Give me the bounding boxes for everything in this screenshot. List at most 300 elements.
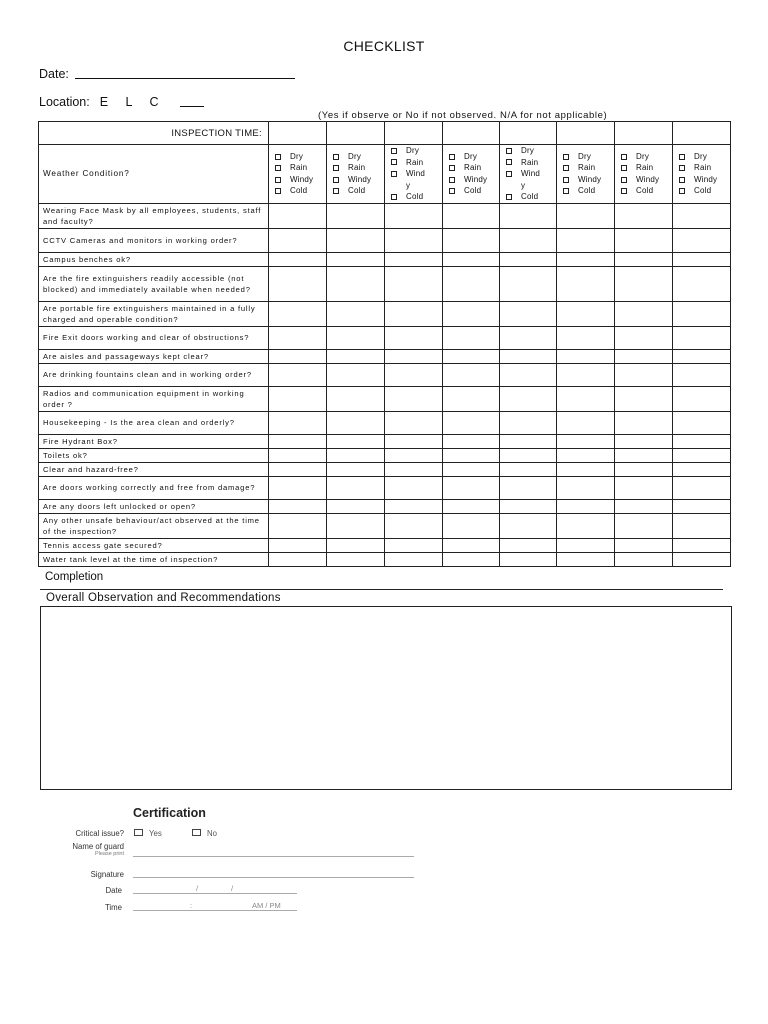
time-label: Time	[104, 903, 122, 912]
answer-cell[interactable]	[673, 538, 731, 552]
weather-checkbox[interactable]	[333, 154, 339, 160]
answer-cell[interactable]	[673, 349, 731, 363]
observations-textarea[interactable]	[40, 606, 732, 790]
answer-cell[interactable]	[443, 434, 500, 448]
answer-cell[interactable]	[443, 349, 500, 363]
question-text: Campus benches ok?	[39, 252, 269, 266]
answer-cell[interactable]	[557, 203, 615, 228]
answer-cell[interactable]	[443, 476, 500, 499]
weather-option	[679, 174, 728, 186]
weather-option-label: Dry	[578, 151, 592, 161]
answer-cell[interactable]	[385, 476, 443, 499]
inspection-time-label: INSPECTION TIME:	[39, 122, 269, 145]
question-text: Fire Hydrant Box?	[39, 434, 269, 448]
weather-option	[506, 191, 554, 203]
weather-option	[333, 151, 382, 163]
answer-cell[interactable]	[385, 326, 443, 349]
weather-checkbox[interactable]	[391, 171, 397, 177]
question-text: Any other unsafe behaviour/act observed at the time of the inspection?	[39, 513, 269, 538]
checklist-row	[39, 203, 731, 228]
answer-cell[interactable]	[327, 499, 385, 513]
answer-cell[interactable]	[385, 411, 443, 434]
answer-cell[interactable]	[673, 326, 731, 349]
answer-cell[interactable]	[385, 252, 443, 266]
answer-cell[interactable]	[615, 349, 673, 363]
date-cert-field[interactable]	[133, 893, 297, 894]
answer-cell[interactable]	[557, 326, 615, 349]
inspection-time-cell[interactable]	[443, 122, 500, 145]
inspection-time-cell[interactable]	[673, 122, 731, 145]
inspection-time-cell[interactable]	[615, 122, 673, 145]
weather-checkbox[interactable]	[563, 177, 569, 183]
weather-checkbox[interactable]	[449, 177, 455, 183]
answer-cell[interactable]	[615, 499, 673, 513]
answer-cell[interactable]	[673, 266, 731, 301]
answer-cell[interactable]	[500, 538, 557, 552]
answer-cell[interactable]	[557, 513, 615, 538]
answer-cell[interactable]	[385, 228, 443, 252]
answer-cell[interactable]	[500, 513, 557, 538]
observations-label: Overall Observation and Recommendations	[46, 592, 281, 604]
answer-cell[interactable]	[269, 386, 327, 411]
weather-checkbox[interactable]	[275, 177, 281, 183]
answer-cell[interactable]	[327, 301, 385, 326]
answer-cell[interactable]	[615, 448, 673, 462]
weather-option-label: Cold	[694, 186, 712, 196]
answer-cell[interactable]	[500, 326, 557, 349]
weather-checkbox[interactable]	[621, 188, 627, 194]
question-text: Are the fire extinguishers readily accessible (not blocked) and immediately available when needed?	[39, 266, 269, 301]
answer-cell[interactable]	[269, 434, 327, 448]
answer-cell[interactable]	[673, 203, 731, 228]
answer-cell[interactable]	[269, 301, 327, 326]
weather-options-cell	[327, 145, 385, 204]
answer-cell[interactable]	[615, 476, 673, 499]
inspection-time-cell[interactable]	[327, 122, 385, 145]
weather-checkbox[interactable]	[333, 188, 339, 194]
answer-cell[interactable]	[443, 228, 500, 252]
weather-checkbox[interactable]	[391, 159, 397, 165]
weather-checkbox[interactable]	[506, 148, 512, 154]
weather-checkbox[interactable]	[679, 165, 685, 171]
answer-cell[interactable]	[500, 386, 557, 411]
answer-cell[interactable]	[327, 434, 385, 448]
answer-cell[interactable]	[327, 552, 385, 566]
checklist-row	[39, 499, 731, 513]
checklist-row	[39, 434, 731, 448]
weather-checkbox[interactable]	[563, 165, 569, 171]
answer-cell[interactable]	[557, 538, 615, 552]
answer-cell[interactable]	[615, 326, 673, 349]
answer-cell[interactable]	[385, 349, 443, 363]
answer-cell[interactable]	[615, 552, 673, 566]
weather-checkbox[interactable]	[391, 194, 397, 200]
answer-cell[interactable]	[443, 513, 500, 538]
answer-cell[interactable]	[673, 476, 731, 499]
weather-checkbox[interactable]	[679, 188, 685, 194]
weather-option	[391, 157, 440, 169]
answer-cell[interactable]	[673, 434, 731, 448]
question-text: Radios and communication equipment in working order ?	[39, 386, 269, 411]
weather-option-label: Windy	[694, 174, 718, 184]
answer-cell[interactable]	[673, 252, 731, 266]
weather-label: Weather Condition?	[39, 145, 269, 204]
answer-cell[interactable]	[269, 499, 327, 513]
answer-cell[interactable]	[385, 266, 443, 301]
answer-cell[interactable]	[269, 349, 327, 363]
weather-option	[679, 151, 728, 163]
answer-cell[interactable]	[443, 203, 500, 228]
date-separator: /	[231, 884, 234, 893]
answer-cell[interactable]	[269, 411, 327, 434]
answer-cell[interactable]	[269, 203, 327, 228]
answer-cell[interactable]	[673, 462, 731, 476]
question-text: Housekeeping - Is the area clean and orderly?	[39, 411, 269, 434]
weather-checkbox[interactable]	[333, 177, 339, 183]
answer-cell[interactable]	[269, 462, 327, 476]
weather-option	[449, 151, 497, 163]
answer-cell[interactable]	[443, 301, 500, 326]
answer-cell[interactable]	[269, 476, 327, 499]
answer-cell[interactable]	[500, 462, 557, 476]
weather-option	[563, 162, 612, 174]
weather-option	[391, 168, 440, 180]
critical-no-label: No	[207, 829, 217, 838]
question-text: Are any doors left unlocked or open?	[39, 499, 269, 513]
weather-option	[275, 185, 324, 197]
question-text: Clear and hazard-free?	[39, 462, 269, 476]
checklist-row	[39, 448, 731, 462]
answer-cell[interactable]	[443, 538, 500, 552]
answer-cell[interactable]	[557, 301, 615, 326]
answer-cell[interactable]	[385, 499, 443, 513]
weather-option	[275, 174, 324, 186]
weather-option-label: Dry	[464, 151, 478, 161]
weather-option-label: Dry	[348, 151, 362, 161]
answer-cell[interactable]	[615, 513, 673, 538]
answer-cell[interactable]	[327, 349, 385, 363]
weather-option	[679, 162, 728, 174]
answer-cell[interactable]	[443, 252, 500, 266]
checklist-row	[39, 326, 731, 349]
weather-checkbox[interactable]	[679, 177, 685, 183]
weather-option-label: Cold	[290, 186, 308, 196]
question-text: Wearing Face Mask by all employees, students, staff and faculty?	[39, 203, 269, 228]
answer-cell[interactable]	[500, 411, 557, 434]
weather-option	[621, 185, 670, 197]
answer-cell[interactable]	[557, 252, 615, 266]
page-title: CHECKLIST	[343, 38, 425, 54]
answer-cell[interactable]	[500, 499, 557, 513]
weather-checkbox[interactable]	[449, 154, 455, 160]
weather-option	[449, 162, 497, 174]
weather-checkbox[interactable]	[275, 154, 281, 160]
question-text: Tennis access gate secured?	[39, 538, 269, 552]
answer-cell[interactable]	[443, 499, 500, 513]
answer-cell[interactable]	[443, 448, 500, 462]
answer-cell[interactable]	[443, 552, 500, 566]
weather-checkbox[interactable]	[506, 194, 512, 200]
am-pm-label: AM / PM	[252, 901, 281, 910]
answer-cell[interactable]	[557, 411, 615, 434]
checklist-row	[39, 513, 731, 538]
critical-no-checkbox[interactable]	[192, 829, 201, 836]
answer-cell[interactable]	[385, 513, 443, 538]
answer-cell[interactable]	[385, 203, 443, 228]
weather-option	[449, 174, 497, 186]
answer-cell[interactable]	[385, 301, 443, 326]
weather-option-label: Rain	[636, 163, 654, 173]
location-row	[39, 95, 166, 109]
weather-option-label: y	[521, 180, 526, 190]
time-separator: :	[190, 901, 193, 910]
weather-checkbox[interactable]	[449, 188, 455, 194]
answer-cell[interactable]	[327, 326, 385, 349]
weather-option-label: Dry	[521, 146, 535, 155]
answer-cell[interactable]	[673, 499, 731, 513]
weather-option-label: Windy	[290, 174, 314, 184]
answer-cell[interactable]	[500, 349, 557, 363]
weather-option	[449, 185, 497, 197]
guard-name-label: Name of guard	[72, 842, 124, 851]
question-text: Fire Exit doors working and clear of obstructions?	[39, 326, 269, 349]
answer-cell[interactable]	[500, 266, 557, 301]
signature-field[interactable]	[133, 877, 414, 878]
answer-cell[interactable]	[557, 476, 615, 499]
guard-name-field[interactable]	[133, 856, 414, 857]
answer-cell[interactable]	[385, 363, 443, 386]
weather-option-label: Cold	[406, 192, 424, 201]
weather-option-label: Dry	[290, 151, 304, 161]
certification-title: Certification	[133, 806, 206, 820]
checklist-row	[39, 228, 731, 252]
weather-checkbox[interactable]	[621, 177, 627, 183]
critical-issue-label: Critical issue?	[75, 829, 124, 838]
answer-cell[interactable]	[385, 448, 443, 462]
weather-option-label: Cold	[464, 186, 482, 196]
answer-cell[interactable]	[269, 513, 327, 538]
answer-cell[interactable]	[443, 326, 500, 349]
answer-cell[interactable]	[615, 462, 673, 476]
answer-cell[interactable]	[327, 266, 385, 301]
answer-cell[interactable]	[327, 363, 385, 386]
weather-option-label: Wind	[521, 169, 541, 178]
inspection-time-cell[interactable]	[385, 122, 443, 145]
answer-cell[interactable]	[615, 386, 673, 411]
guard-name-sublabel: Please print	[94, 851, 124, 857]
date-label: Date:	[39, 67, 69, 81]
answer-cell[interactable]	[443, 266, 500, 301]
weather-option-label: Rain	[464, 163, 482, 173]
answer-cell[interactable]	[673, 411, 731, 434]
answer-cell[interactable]	[673, 228, 731, 252]
critical-yes-label: Yes	[149, 829, 162, 838]
weather-option-label: Cold	[578, 186, 596, 196]
completion-field[interactable]	[40, 589, 723, 590]
answer-cell[interactable]	[327, 252, 385, 266]
weather-option-label: Dry	[636, 151, 650, 161]
answer-cell[interactable]	[615, 266, 673, 301]
weather-option	[391, 180, 440, 192]
answer-cell[interactable]	[443, 363, 500, 386]
answer-cell[interactable]	[269, 266, 327, 301]
location-label: Location:	[39, 95, 90, 109]
answer-cell[interactable]	[615, 434, 673, 448]
weather-option	[391, 191, 440, 203]
weather-checkbox[interactable]	[506, 171, 512, 177]
weather-checkbox[interactable]	[621, 165, 627, 171]
weather-option-label: Rain	[290, 163, 308, 173]
answer-cell[interactable]	[269, 252, 327, 266]
answer-cell[interactable]	[269, 363, 327, 386]
weather-option-label: Rain	[521, 157, 539, 167]
weather-checkbox[interactable]	[449, 165, 455, 171]
weather-option	[506, 145, 554, 157]
answer-cell[interactable]	[327, 462, 385, 476]
answer-cell[interactable]	[615, 301, 673, 326]
answer-cell[interactable]	[327, 538, 385, 552]
answer-cell[interactable]	[385, 552, 443, 566]
answer-cell[interactable]	[327, 203, 385, 228]
answer-cell[interactable]	[385, 386, 443, 411]
weather-option	[391, 145, 440, 157]
weather-checkbox[interactable]	[563, 154, 569, 160]
weather-checkbox[interactable]	[333, 165, 339, 171]
weather-option-label: Cold	[521, 192, 539, 201]
answer-cell[interactable]	[557, 386, 615, 411]
weather-option	[333, 162, 382, 174]
answer-cell[interactable]	[673, 363, 731, 386]
weather-option-label: y	[406, 180, 411, 190]
answer-cell[interactable]	[500, 363, 557, 386]
answer-cell[interactable]	[557, 228, 615, 252]
answer-cell[interactable]	[557, 552, 615, 566]
answer-cell[interactable]	[500, 252, 557, 266]
answer-cell[interactable]	[269, 448, 327, 462]
answer-cell[interactable]	[615, 363, 673, 386]
answer-cell[interactable]	[443, 411, 500, 434]
weather-option	[621, 151, 670, 163]
answer-cell[interactable]	[269, 552, 327, 566]
weather-options-cell	[269, 145, 327, 204]
answer-cell[interactable]	[385, 462, 443, 476]
question-text: Are aisles and passageways kept clear?	[39, 349, 269, 363]
weather-options-cell	[557, 145, 615, 204]
answer-cell[interactable]	[557, 499, 615, 513]
checklist-row	[39, 363, 731, 386]
answer-cell[interactable]	[327, 448, 385, 462]
answer-cell[interactable]	[500, 476, 557, 499]
inspection-time-cell[interactable]	[269, 122, 327, 145]
answer-cell[interactable]	[673, 386, 731, 411]
critical-yes-checkbox[interactable]	[134, 829, 143, 836]
question-text: Toilets ok?	[39, 448, 269, 462]
answer-cell[interactable]	[500, 552, 557, 566]
answer-cell[interactable]	[500, 301, 557, 326]
answer-cell[interactable]	[557, 462, 615, 476]
answer-cell[interactable]	[327, 228, 385, 252]
answer-cell[interactable]	[269, 538, 327, 552]
weather-option	[506, 168, 554, 180]
weather-option-label: Windy	[464, 174, 488, 184]
inspection-time-cell[interactable]	[500, 122, 557, 145]
weather-checkbox[interactable]	[391, 148, 397, 154]
weather-checkbox[interactable]	[506, 159, 512, 165]
answer-cell[interactable]	[327, 411, 385, 434]
answer-cell[interactable]	[385, 538, 443, 552]
weather-checkbox[interactable]	[275, 188, 281, 194]
answer-cell[interactable]	[557, 448, 615, 462]
weather-checkbox[interactable]	[563, 188, 569, 194]
checklist-row	[39, 301, 731, 326]
answer-cell[interactable]	[673, 552, 731, 566]
answer-cell[interactable]	[615, 538, 673, 552]
instruction-note: (Yes if observe or No if not observed. N/A for not applicable)	[318, 110, 608, 121]
weather-checkbox[interactable]	[275, 165, 281, 171]
weather-option-label: Windy	[348, 174, 372, 184]
answer-cell[interactable]	[327, 386, 385, 411]
weather-option	[563, 151, 612, 163]
weather-checkbox[interactable]	[679, 154, 685, 160]
answer-cell[interactable]	[443, 462, 500, 476]
answer-cell[interactable]	[615, 252, 673, 266]
answer-cell[interactable]	[327, 513, 385, 538]
answer-cell[interactable]	[269, 228, 327, 252]
weather-option-label: Rain	[578, 163, 596, 173]
answer-cell[interactable]	[615, 228, 673, 252]
date-separator: /	[196, 884, 199, 893]
weather-option	[333, 174, 382, 186]
answer-cell[interactable]	[269, 326, 327, 349]
weather-option-label: Dry	[694, 151, 708, 161]
question-text: Water tank level at the time of inspection?	[39, 552, 269, 566]
weather-option	[621, 162, 670, 174]
answer-cell[interactable]	[500, 203, 557, 228]
answer-cell[interactable]	[673, 301, 731, 326]
answer-cell[interactable]	[615, 203, 673, 228]
weather-option	[621, 174, 670, 186]
weather-option-label: Windy	[636, 174, 660, 184]
weather-option	[333, 185, 382, 197]
answer-cell[interactable]	[557, 349, 615, 363]
answer-cell[interactable]	[557, 266, 615, 301]
inspection-time-cell[interactable]	[557, 122, 615, 145]
answer-cell[interactable]	[615, 411, 673, 434]
location-field[interactable]	[180, 106, 204, 107]
weather-option-label: Cold	[348, 186, 366, 196]
date-field[interactable]	[75, 78, 295, 79]
answer-cell[interactable]	[673, 448, 731, 462]
weather-option-label: Windy	[578, 174, 602, 184]
weather-option	[506, 157, 554, 169]
answer-cell[interactable]	[385, 434, 443, 448]
time-field[interactable]	[133, 910, 297, 911]
answer-cell[interactable]	[500, 228, 557, 252]
answer-cell[interactable]	[500, 448, 557, 462]
answer-cell[interactable]	[327, 476, 385, 499]
checklist-row	[39, 411, 731, 434]
weather-checkbox[interactable]	[621, 154, 627, 160]
weather-option-label: Rain	[694, 163, 712, 173]
weather-option-label: Dry	[406, 146, 420, 155]
weather-option-label: Cold	[636, 186, 654, 196]
answer-cell[interactable]	[557, 363, 615, 386]
answer-cell[interactable]	[557, 434, 615, 448]
answer-cell[interactable]	[673, 513, 731, 538]
checklist-row	[39, 349, 731, 363]
answer-cell[interactable]	[500, 434, 557, 448]
answer-cell[interactable]	[443, 386, 500, 411]
